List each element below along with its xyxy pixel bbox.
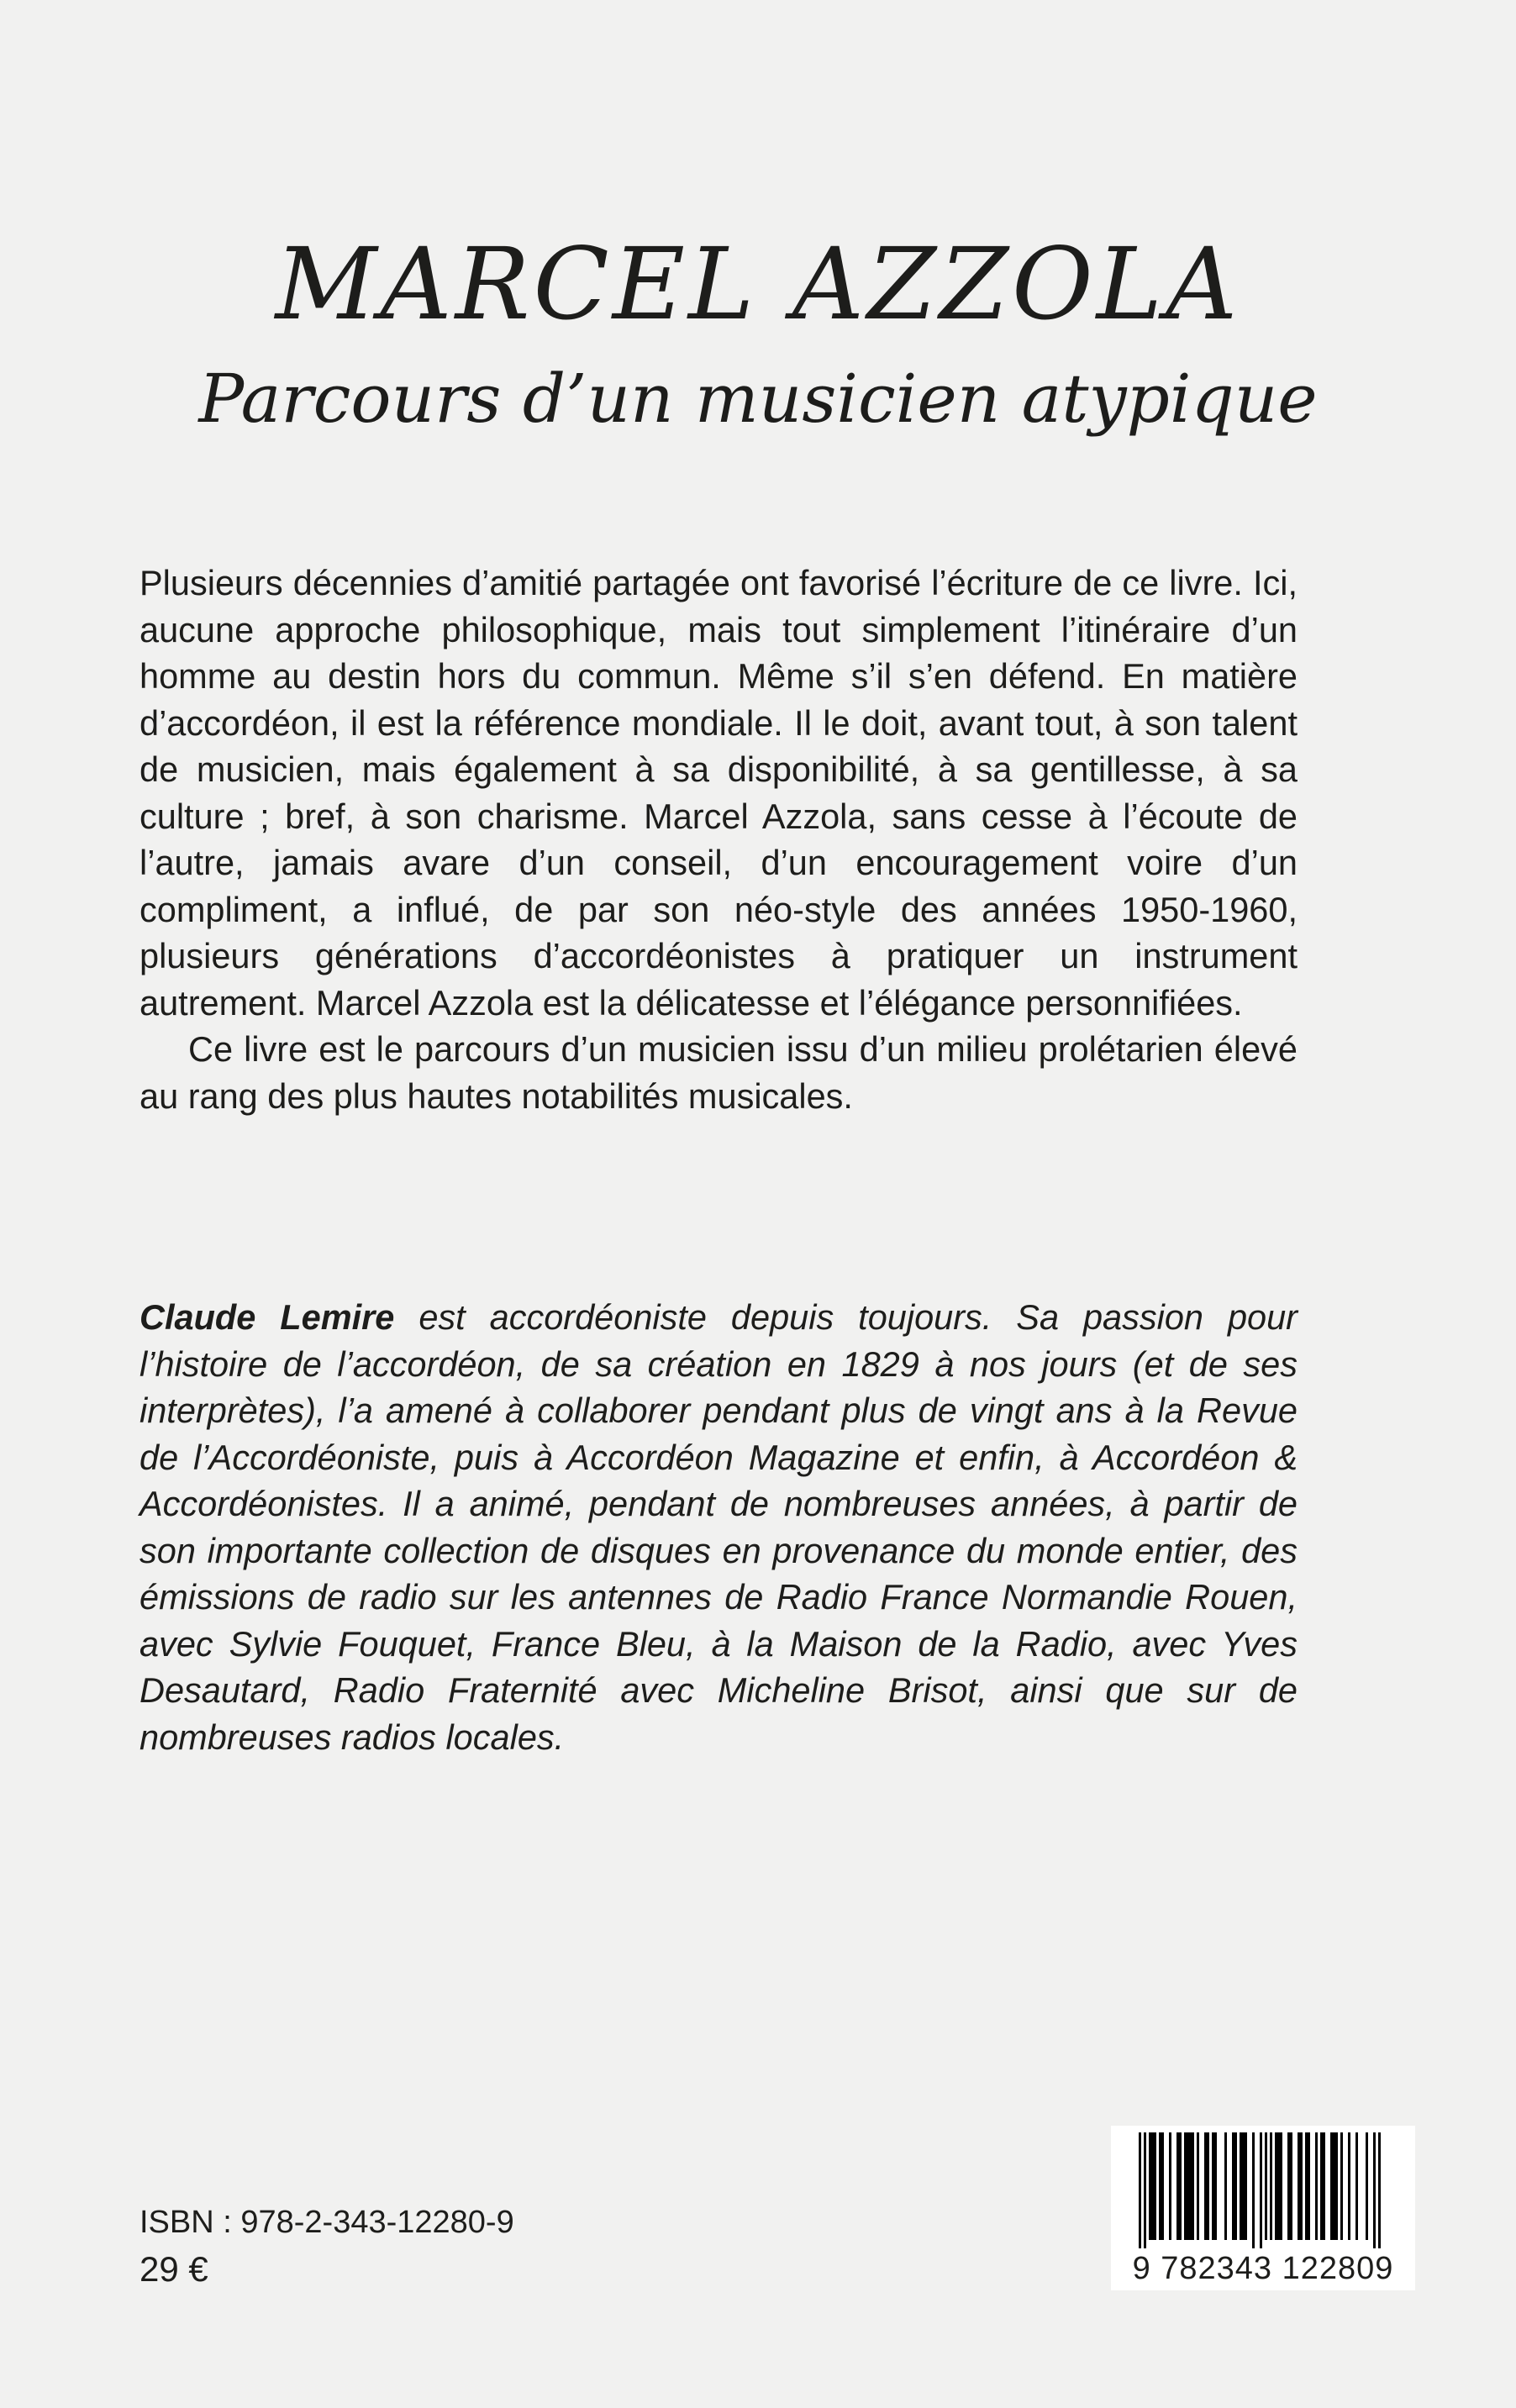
barcode-bar	[1335, 2132, 1338, 2240]
barcode-bar	[1366, 2132, 1368, 2240]
barcode-bar	[1204, 2132, 1207, 2240]
barcode-bar	[1151, 2132, 1154, 2240]
price: 29 €	[139, 2249, 208, 2289]
barcode-bar	[1265, 2132, 1267, 2240]
book-subtitle: Parcours d’un musicien atypique	[198, 360, 1318, 438]
barcode-bar	[1348, 2132, 1350, 2240]
barcode-bar	[1207, 2132, 1209, 2240]
author-bio-text: est accordéoniste depuis toujours. Sa passion pour l’histoire de l’accordéon, de sa création en 1829 à nos jours (et de ses interprètes), l’a amené à collaborer pendant plus de vingt ans à la Revue de l’Accordéoniste, puis à Accordéon Magazine et enfin, à Accordéon & Accordéonistes. Il a animé, pendant de nombreuses années, à partir de son importante collection de disques en provenance du monde entier, des émissions de radio sur les antennes de Radio France Normandie Rouen, avec Sylvie Fouquet, France Bleu, à la Maison de la Radio, avec Yves Desautard, Radio Fraternité avec Micheline Brisot, ainsi que sur de nombreuses radios locales.	[139, 1297, 1298, 1757]
barcode-bar	[1212, 2132, 1214, 2240]
barcode-bar	[1161, 2132, 1164, 2240]
book-title: MARCEL AZZOLA	[275, 226, 1241, 342]
barcode-bar	[1184, 2132, 1187, 2240]
barcode-bar	[1197, 2132, 1199, 2240]
description-paragraph: Plusieurs décennies d’amitié partagée ont favorisé l’écriture de ce livre. Ici, aucune approche philosophique, mais tout simplement l’itinéraire d’un homme au destin hors du commun. Même s’il s’en défend. En matière d’accordéon, il est la référence mondiale. Il le doit, avant tout, à son talent de musicien, mais également à sa disponibilité, à sa gentillesse, à sa culture ; bref, à son charisme. Marcel Azzola, sans cesse à l’écoute de l’autre, jamais avare d’un conseil, d’un encouragement voire d’un compliment, a influé, de par son néo-style des années 1950-1960, plusieurs générations d’accordéonistes à pratiquer un instrument autrement. Marcel Azzola est la délicatesse et l’élégance personnifiées.	[139, 563, 1298, 1023]
author-name: Claude Lemire	[139, 1297, 395, 1337]
barcode-bar	[1214, 2132, 1217, 2240]
barcode-bar	[1340, 2132, 1343, 2240]
barcode-bar	[1144, 2132, 1146, 2248]
barcode	[1111, 2126, 1415, 2290]
barcode-bar	[1270, 2132, 1272, 2240]
barcode-bar	[1260, 2132, 1262, 2248]
barcode-bars	[1126, 2132, 1400, 2250]
barcode-bar	[1373, 2132, 1376, 2248]
barcode-bar	[1242, 2132, 1245, 2240]
barcode-bar	[1300, 2132, 1303, 2240]
barcode-bar	[1224, 2132, 1227, 2240]
isbn: ISBN : 978-2-343-12280-9	[139, 2205, 514, 2240]
barcode-bar	[1378, 2132, 1381, 2248]
barcode-bar	[1315, 2132, 1318, 2240]
barcode-bar	[1355, 2132, 1358, 2240]
barcode-bar	[1232, 2132, 1234, 2240]
barcode-bar	[1139, 2132, 1141, 2248]
barcode-bar	[1149, 2132, 1151, 2240]
barcode-bar	[1176, 2132, 1179, 2240]
barcode-bar	[1234, 2132, 1237, 2240]
barcode-bar	[1330, 2132, 1333, 2240]
barcode-bar	[1252, 2132, 1255, 2248]
barcode-bar	[1280, 2132, 1282, 2240]
barcode-bar	[1245, 2132, 1247, 2240]
barcode-bar	[1320, 2132, 1323, 2240]
barcode-bar	[1290, 2132, 1292, 2240]
barcode-bar	[1192, 2132, 1194, 2240]
barcode-bar	[1323, 2132, 1325, 2240]
barcode-bar	[1240, 2132, 1242, 2240]
barcode-bar	[1298, 2132, 1300, 2240]
barcode-bar	[1275, 2132, 1277, 2240]
barcode-bar	[1169, 2132, 1171, 2240]
barcode-bar	[1333, 2132, 1335, 2240]
book-description	[139, 560, 1298, 1119]
barcode-bar	[1189, 2132, 1192, 2240]
barcode-bar	[1277, 2132, 1280, 2240]
description-paragraph: Ce livre est le parcours d’un musicien issu d’un milieu prolétarien élevé au rang des plus hautes notabilités musicales.	[139, 1029, 1298, 1116]
barcode-bar	[1308, 2132, 1310, 2240]
barcode-bar	[1179, 2132, 1182, 2240]
barcode-bar	[1159, 2132, 1161, 2240]
barcode-bar	[1154, 2132, 1156, 2240]
barcode-bar	[1187, 2132, 1189, 2240]
barcode-bar	[1287, 2132, 1290, 2240]
author-bio	[139, 1294, 1298, 1760]
barcode-bar	[1305, 2132, 1308, 2240]
barcode-digits: 9 782343 122809	[1132, 2251, 1394, 2286]
